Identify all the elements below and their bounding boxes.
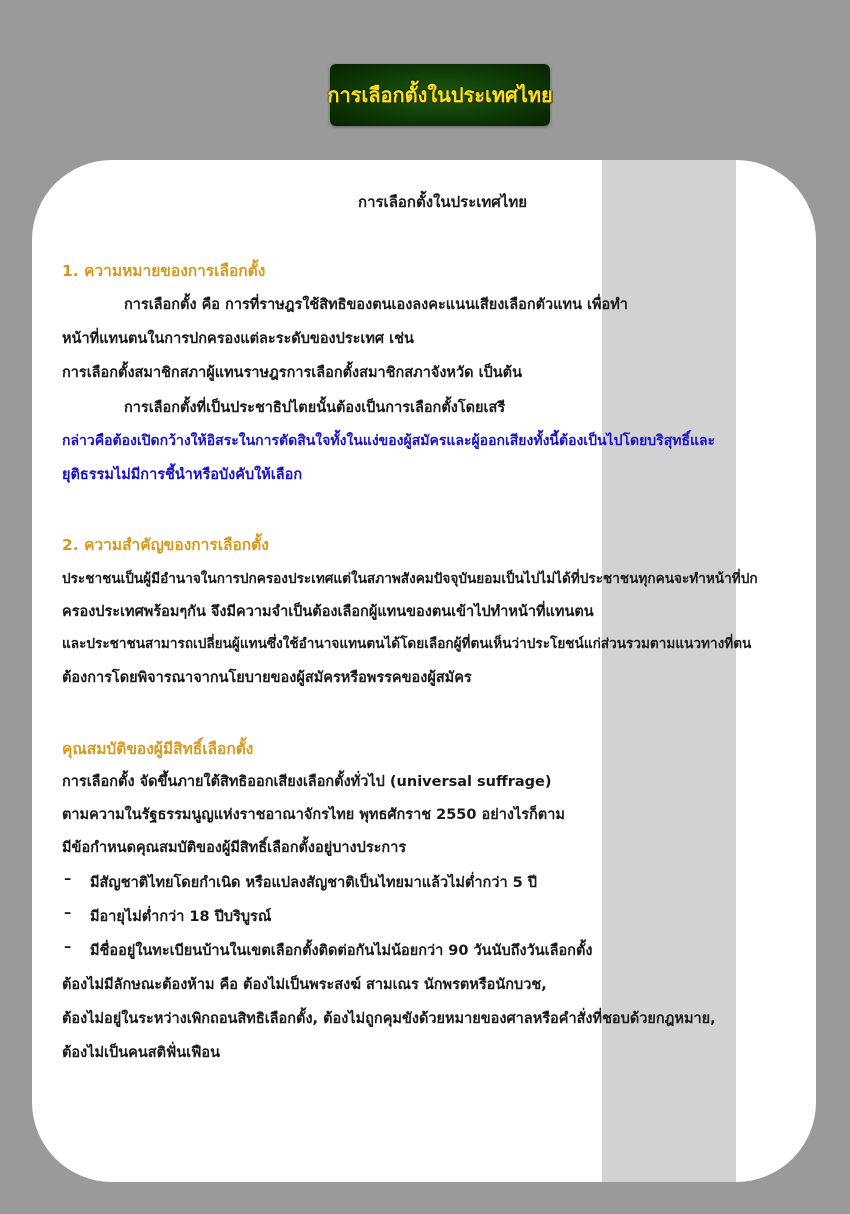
section1-blue-line: ยุติธรรมไม่มีการชี้นำหรือบังคับให้เลือก bbox=[62, 467, 303, 483]
bullet-marker: – bbox=[64, 905, 72, 921]
section2-line: ต้องการโดยพิจารณาจากนโยบายของผู้สมัครหรือพรรคของผู้สมัคร bbox=[62, 670, 472, 686]
section1-line: การเลือกตั้งสมาชิกสภาผู้แทนราษฎรการเลือกตั้งสมาชิกสภาจังหวัด เป็นต้น bbox=[62, 365, 522, 381]
section1-heading: 1. ความหมายของการเลือกตั้ง bbox=[62, 262, 266, 280]
banner-title: การเลือกตั้งในประเทศไทย bbox=[327, 83, 553, 107]
section3-tail-line: ต้องไม่เป็นคนสติฟั่นเฟือน bbox=[62, 1045, 221, 1061]
section2-heading: 2. ความสำคัญของการเลือกตั้ง bbox=[62, 536, 269, 554]
section3-tail-line: ต้องไม่มีลักษณะต้องห้าม คือ ต้องไม่เป็นพระสงฆ์ สามเณร นักพรตหรือนักบวช, bbox=[62, 977, 547, 993]
title-banner bbox=[327, 64, 553, 126]
bullet-marker: – bbox=[64, 939, 72, 955]
section1-line: การเลือกตั้ง คือ การที่ราษฎรใช้สิทธิของตนเองลงคะแนนเสียงเลือกตัวแทน เพื่อทำ bbox=[124, 297, 628, 313]
section2-line: ประชาชนเป็นผู้มีอำนาจในการปกครองประเทศแต่ในสภาพสังคมปัจจุบันยอมเป็นไปไม่ได้ที่ประชาชนทุกคนจะทำหน้าที่ปก bbox=[62, 571, 758, 587]
section1-line: การเลือกตั้งที่เป็นประชาธิปไตยนั้นต้องเป็นการเลือกตั้งโดยเสรี bbox=[124, 400, 506, 416]
bullet-item: มีอายุไม่ต่ำกว่า 18 ปีบริบูรณ์ bbox=[90, 909, 272, 925]
document-card bbox=[32, 160, 816, 1182]
section1-blue-line: กล่าวคือต้องเปิดกว้างให้อิสระในการตัดสินใจทั้งในแง่ของผู้สมัครและผู้ออกเสียงทั้งนี้ต้องเป็นไปโดยบริสุทธิ์และ bbox=[62, 433, 716, 449]
document-content bbox=[32, 160, 816, 1182]
section3-heading: คุณสมบัติของผู้มีสิทธิ์เลือกตั้ง bbox=[62, 740, 254, 758]
section3-tail-line: ต้องไม่อยู่ในระหว่างเพิกถอนสิทธิเลือกตั้ง, ต้องไม่ถูกคุมขังด้วยหมายของศาลหรือคำสั่งที่ชอบด้วยกฎหมาย, bbox=[62, 1011, 716, 1027]
section3-line: ตามความในรัฐธรรมนูญแห่งราชอาณาจักรไทย พุทธศักราช 2550 อย่างไรก็ตาม bbox=[62, 807, 565, 823]
section2-line: และประชาชนสามารถเปลี่ยนผู้แทนซึ่งใช้อำนาจแทนตนได้โดยเลือกผู้ที่ตนเห็นว่าประโยชน์แก่ส่วนรวมตามแนวทางที่ตน bbox=[62, 636, 752, 652]
section2-line: ครองประเทศพร้อมๆกัน จึงมีความจำเป็นต้องเลือกผู้แทนของตนเข้าไปทำหน้าที่แทนตน bbox=[62, 604, 594, 620]
section3-line: มีข้อกำหนดคุณสมบัติของผู้มีสิทธิ์เลือกตั้งอยู่บางประการ bbox=[62, 840, 407, 856]
section1-line: หน้าที่แทนตนในการปกครองแต่ละระดับของประเทศ เช่น bbox=[62, 331, 414, 347]
bullet-item: มีชื่ออยู่ในทะเบียนบ้านในเขตเลือกตั้งติดต่อกันไม่น้อยกว่า 90 วันนับถึงวันเลือกตั้ง bbox=[90, 943, 593, 959]
document-title: การเลือกตั้งในประเทศไทย bbox=[358, 193, 528, 211]
bullet-marker: – bbox=[64, 871, 72, 887]
bullet-item: มีสัญชาติไทยโดยกำเนิด หรือแปลงสัญชาติเป็นไทยมาแล้วไม่ต่ำกว่า 5 ปี bbox=[90, 875, 537, 891]
section3-line: การเลือกตั้ง จัดขึ้นภายใต้สิทธิออกเสียงเลือกตั้งทั่วไป (universal suffrage) bbox=[62, 774, 552, 790]
